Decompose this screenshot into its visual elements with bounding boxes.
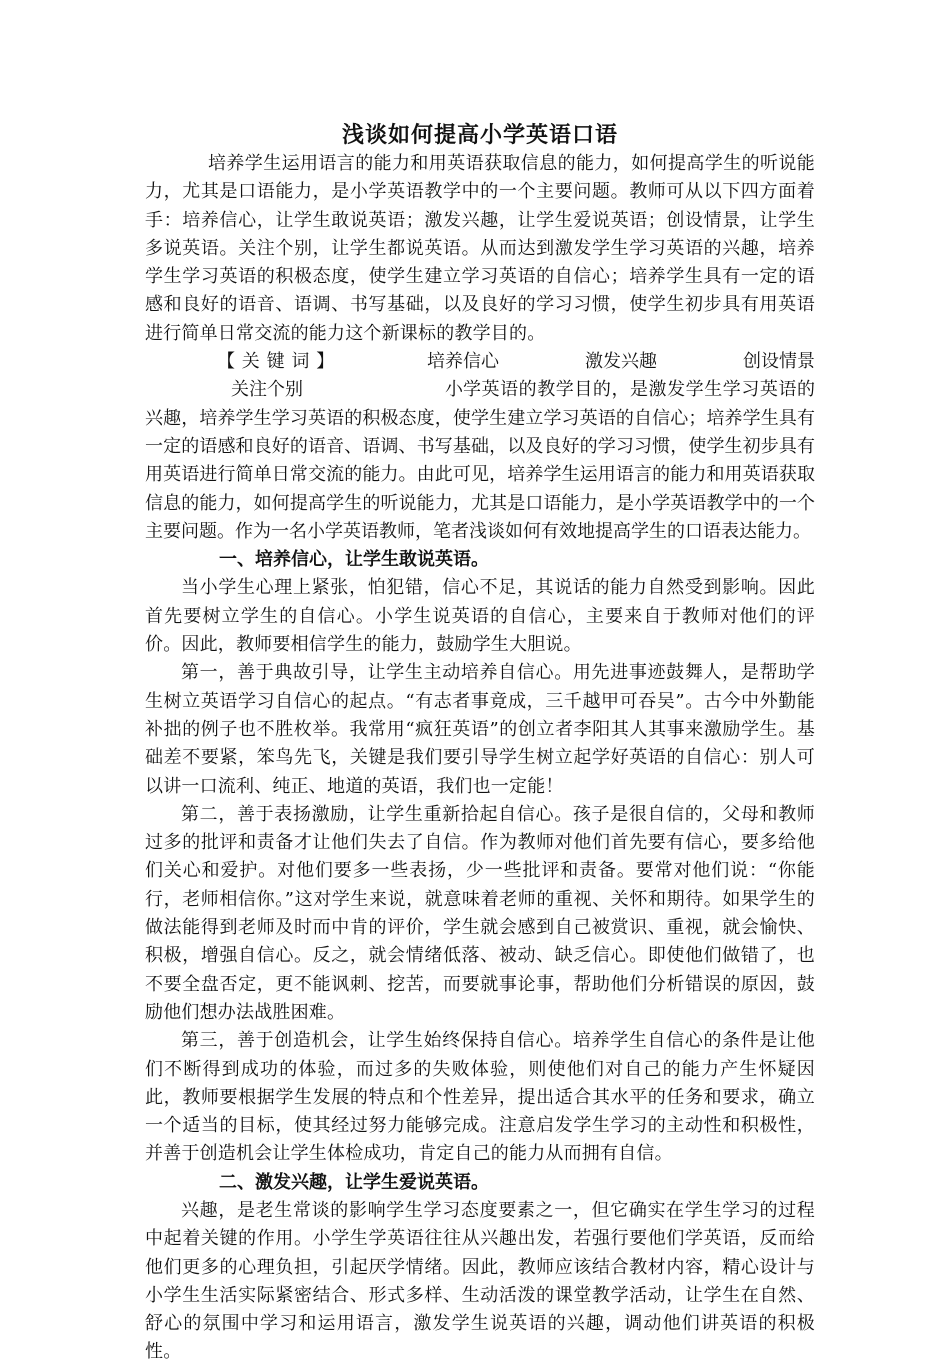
keyword-item: 激发兴趣 bbox=[585, 351, 657, 373]
keywords-tail-text: 小学 bbox=[445, 379, 481, 401]
keywords-label: 【关键词】 bbox=[217, 351, 341, 373]
body-paragraph: 第一，善于典故引导，让学生主动培养自信心。用先进事迹鼓舞人，是帮助学生树立英语学习自信心的起点。“有志者事竟成，三千越甲可吞吴”。古今中外勤能补拙的例子也不胜枚举。我常用“疯狂英语”的创立者李阳其人其事来激励学生。基础差不要紧，笨鸟先飞，关键是我们要引导学生树立起学好英语的自信心：别人可以讲一口流利、纯正、地道的英语，我们也一定能！ bbox=[145, 662, 815, 797]
section-heading: 一、培养信心，让学生敢说英语。 bbox=[219, 549, 489, 571]
keyword-item: 关注个别 bbox=[231, 379, 303, 401]
document-body bbox=[145, 120, 815, 1367]
keyword-item: 创设情景 bbox=[743, 351, 815, 373]
section-heading: 二、激发兴趣，让学生爱说英语。 bbox=[219, 1171, 489, 1193]
abstract-paragraph: 培养学生运用语言的能力和用英语获取信息的能力，如何提高学生的听说能力，尤其是口语能力，是小学英语教学中的一个主要问题。教师可从以下四方面着手：培养信心，让学生敢说英语；激发兴趣，让学生爱说英语；创设情景，让学生多说英语。关注个别，让学生都说英语。从而达到激发学生学习英语的兴趣，培养学生学习英语的积极态度，使学生建立学习英语的自信心；培养学生具有一定的语感和良好的语音、语调、书写基础，以及良好的学习习惯，使学生初步具有用英语进行简单日常交流的能力这个新课标的教学目的。 bbox=[145, 153, 815, 344]
body-paragraph: 第三，善于创造机会，让学生始终保持自信心。培养学生自信心的条件是让他们不断得到成功的体验，而过多的失败体验，则使他们对自己的能力产生怀疑因此，教师要根据学生发展的特点和个性差异，提出适合其水平的任务和要求，确立一个适当的目标，使其经过努力能够完成。注意启发学生学习的主动性和积极性，并善于创造机会让学生体检成功，肯定自己的能力从而拥有自信。 bbox=[145, 1030, 815, 1165]
body-paragraph: 第二，善于表扬激励，让学生重新拾起自信心。孩子是很自信的，父母和教师过多的批评和责备才让他们失去了自信。作为教师对他们首先要有信心，要多给他们关心和爱护。对他们要多一些表扬，少一些批评和责备。要常对他们说：“你能行，老师相信你。”这对学生来说，就意味着老师的重视、关怀和期待。如果学生的做法能得到老师及时而中肯的评价，学生就会感到自己被赏识、重视，就会愉快、积极，增强自信心。反之，就会情绪低落、被动、缺乏信心。即使他们做错了，也不要全盘否定，更不能讽刺、挖苦，而要就事论事，帮助他们分析错误的原因，鼓励他们想办法战胜困难。 bbox=[145, 803, 815, 1023]
keywords-line bbox=[145, 348, 815, 546]
body-paragraph: 兴趣，是老生常谈的影响学生学习态度要素之一，但它确实在学生学习的过程中起着关键的作用。小学生学英语往往从兴趣出发，若强行要他们学英语，反而给他们更多的心理负担，引起厌学情绪。因此，教师应该结合教材内容，精心设计与小学生生活实际紧密结合、形式多样、生动活泼的课堂教学活动，让学生在自然、舒心的氛围中学习和运用语言，激发学生说英语的兴趣，调动他们讲英语的积极性。 bbox=[145, 1199, 815, 1363]
document-title: 浅谈如何提高小学英语口语 bbox=[341, 123, 618, 148]
intro-paragraph: 英语的教学目的，是激发学生学习英语的兴趣，培养学生学习英语的积极态度，使学生建立学习英语的自信心；培养学生具有一定的语感和良好的语音、语调、书写基础，以及良好的学习习惯，使学生初步具有用英语进行简单日常交流的能力。由此可见，培养学生运用语言的能力和用英语获取信息的能力，如何提高学生的听说能力，尤其是口语能力，是小学英语教学中的一个主要问题。作为一名小学英语教师，笔者浅谈如何有效地提高学生的口语表达能力。 bbox=[145, 379, 815, 542]
keyword-item: 培养信心 bbox=[427, 351, 499, 373]
body-paragraph: 当小学生心理上紧张，怕犯错，信心不足，其说话的能力自然受到影响。因此首先要树立学生的自信心。小学生说英语的自信心，主要来自于教师对他们的评价。因此，教师要相信学生的能力，鼓励学生大胆说。 bbox=[145, 577, 815, 656]
